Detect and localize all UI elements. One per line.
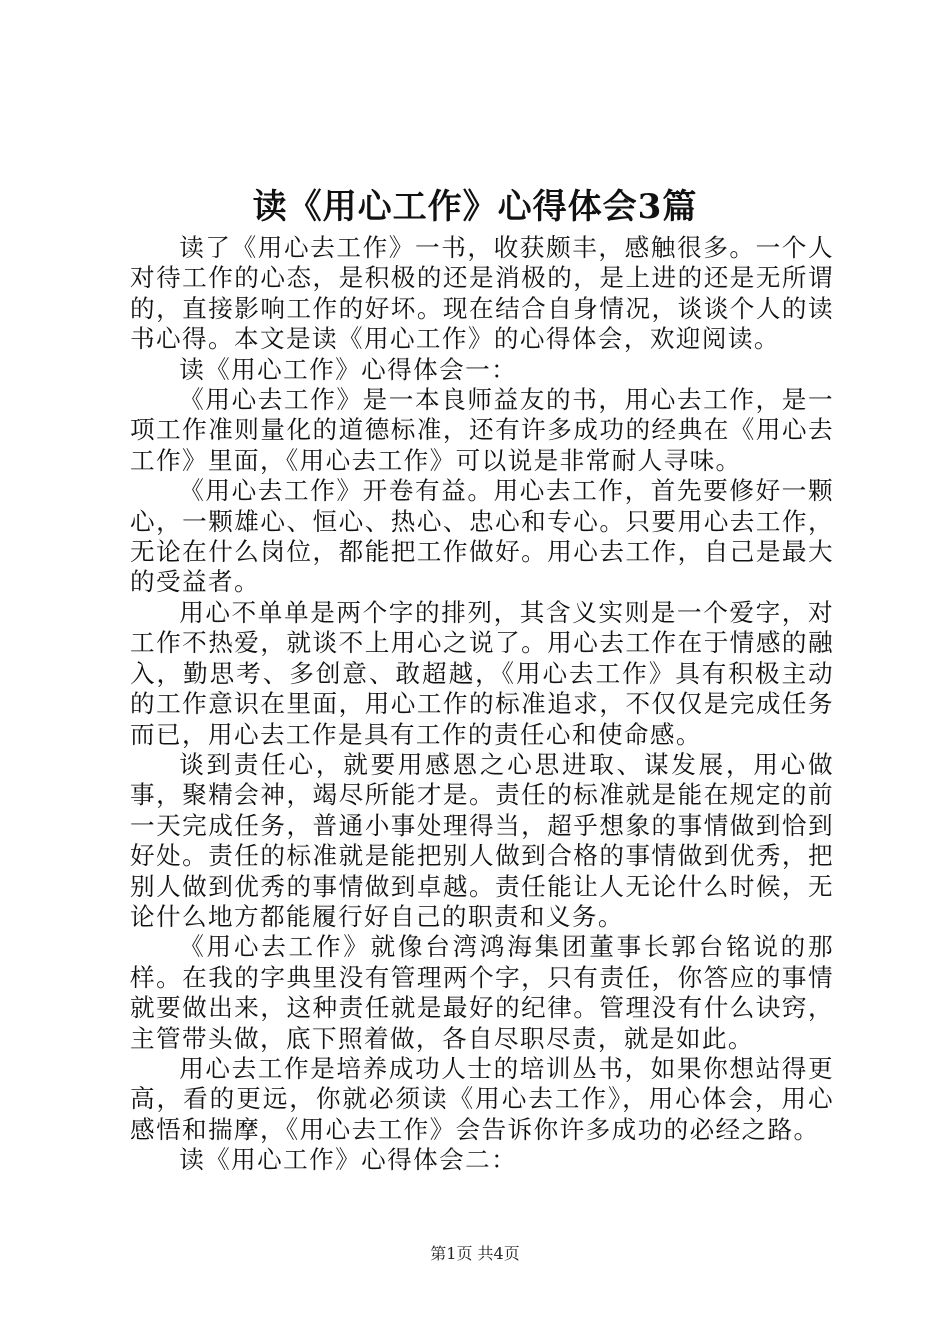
body-paragraph: 《用心去工作》就像台湾鸿海集团董事长郭台铭说的那样。在我的字典里没有管理两个字，只有责任，你答应的事情就要做出来，这种责任就是最好的纪律。管理没有什么诀窍，主管带头做，底下照着做，各自尽职尽责，就是如此。 <box>130 932 834 1053</box>
section-heading-one: 读《用心工作》心得体会一： <box>179 354 518 384</box>
document-title: 读《用心工作》心得体会3篇 <box>252 187 698 227</box>
body-paragraph: 《用心去工作》开卷有益。用心去工作，首先要修好一颗心，一颗雄心、恒心、热心、忠心和专心。只要用心去工作，无论在什么岗位，都能把工作做好。用心去工作，自己是最大的受益者。 <box>130 476 834 597</box>
document-body <box>130 233 834 1176</box>
body-paragraph: 用心不单单是两个字的排列，其含义实则是一个爱字，对工作不热爱，就谈不上用心之说了。用心去工作在于情感的融入，勤思考、多创意、敢超越，《用心去工作》具有积极主动的工作意识在里面，用心工作的标准追求，不仅仅是完成任务而已，用心去工作是具有工作的责任心和使命感。 <box>130 597 834 749</box>
intro-paragraph: 读了《用心去工作》一书，收获颇丰，感触很多。一个人对待工作的心态，是积极的还是消极的，是上进的还是无所谓的，直接影响工作的好坏。现在结合自身情况，谈谈个人的读书心得。本文是读《用心工作》的心得体会，欢迎阅读。 <box>130 233 834 354</box>
body-paragraph: 《用心去工作》是一本良师益友的书，用心去工作，是一项工作准则量化的道德标准，还有许多成功的经典在《用心去工作》里面，《用心去工作》可以说是非常耐人寻味。 <box>130 385 834 475</box>
page-footer: 第1页 共4页 <box>430 1244 520 1263</box>
section-heading-two: 读《用心工作》心得体会二： <box>179 1145 518 1175</box>
body-paragraph: 谈到责任心，就要用感恩之心思进取、谋发展，用心做事，聚精会神，竭尽所能才是。责任的标准就是能在规定的前一天完成任务，普通小事处理得当，超乎想象的事情做到恰到好处。责任的标准就是能把别人做到合格的事情做到优秀，把别人做到优秀的事情做到卓越。责任能让人无论什么时候，无论什么地方都能履行好自己的职责和义务。 <box>130 749 834 931</box>
body-paragraph: 用心去工作是培养成功人士的培训丛书，如果你想站得更高，看的更远，你就必须读《用心去工作》，用心体会，用心感悟和揣摩，《用心去工作》会告诉你许多成功的必经之路。 <box>130 1053 834 1144</box>
